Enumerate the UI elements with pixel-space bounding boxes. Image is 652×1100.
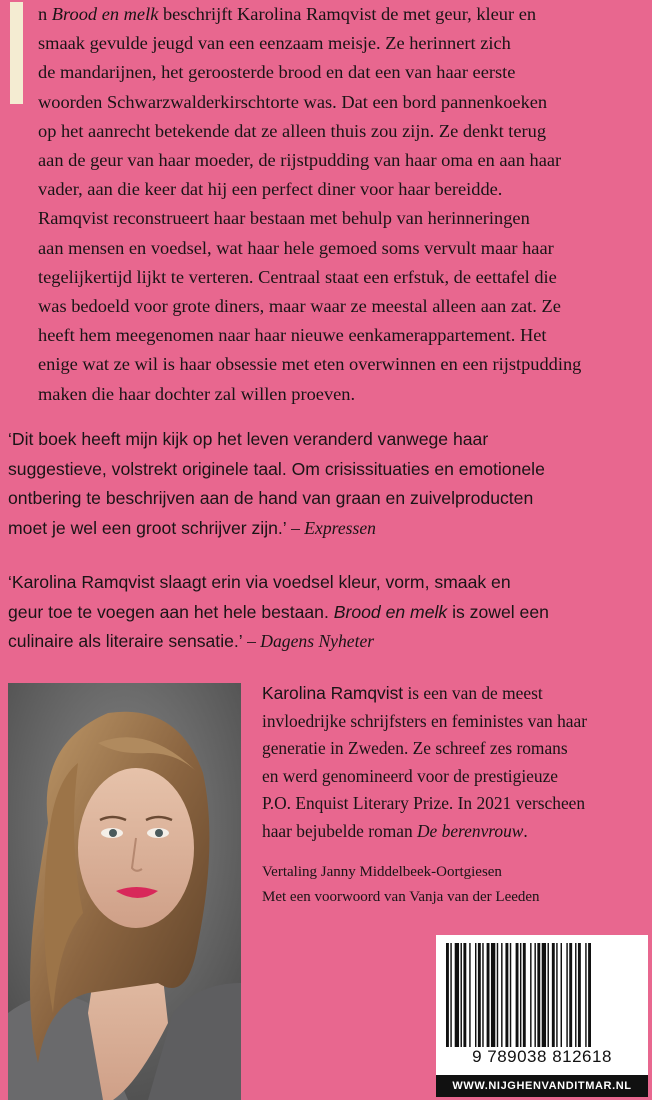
barcode-bar (505, 943, 508, 1047)
bio-line: haar bejubelde roman De berenvrouw. (262, 820, 528, 841)
barcode-bar (530, 943, 531, 1047)
intro-line: was bedoeld voor grote diners, maar waar ze meestal alleen aan zat. Ze (38, 296, 561, 317)
quote-source: – Dagens Nyheter (242, 631, 375, 651)
credits (262, 860, 647, 910)
author-photo (8, 683, 241, 1100)
intro-line: Ramqvist reconstrueert haar bestaan met behulp van herinneringen (38, 208, 530, 229)
drop-cap-letter-i (10, 2, 23, 104)
barcode-bar (548, 943, 549, 1047)
publisher-website: WWW.NIJGHENVANDITMAR.NL (436, 1075, 648, 1097)
barcode-bar (497, 943, 498, 1047)
barcode-bar (561, 943, 562, 1047)
barcode-bars (444, 943, 640, 1047)
intro-text (38, 0, 642, 409)
barcode-bar (523, 943, 526, 1047)
translator-credit: Vertaling Janny Middelbeek-Oortgiesen (262, 864, 502, 880)
bio-line: Karolina Ramqvist is een van de meest (262, 683, 543, 703)
barcode-bar (556, 943, 557, 1047)
isbn-barcode (436, 935, 648, 1075)
barcode-bar (588, 943, 591, 1047)
barcode-bar (482, 943, 483, 1047)
barcode-bar (510, 943, 511, 1047)
bio-line: generatie in Zweden. Ze schreef zes romans (262, 738, 568, 759)
barcode-bar (487, 943, 490, 1047)
barcode-bar (578, 943, 581, 1047)
barcode-bar (585, 943, 586, 1047)
intro-line: aan mensen en voedsel, wat haar hele gemoed soms vervult maar haar (38, 237, 554, 258)
barcode-bar (491, 943, 495, 1047)
quote-source: – Expressen (286, 517, 376, 538)
intro-line: heeft hem meegenomen naar haar nieuwe eenkamerappartement. Het (38, 325, 547, 346)
barcode-bar (501, 943, 502, 1047)
bio-line: P.O. Enquist Literary Prize. In 2021 verscheen (262, 793, 586, 814)
barcode-bar (455, 943, 459, 1047)
intro-line: aan de geur van haar moeder, de rijstpudding van haar oma en aan haar (38, 150, 562, 171)
barcode-bar (566, 943, 567, 1047)
barcode-bar (537, 943, 540, 1047)
barcode-bar (463, 943, 466, 1047)
author-bio (262, 680, 647, 846)
quote-line: culinaire als literaire sensatie.’ – Dagens Nyheter (8, 631, 375, 651)
bio-line: en werd genomineerd voor de prestigieuze (262, 765, 559, 786)
barcode-bar (450, 943, 451, 1047)
barcode-bar (446, 943, 449, 1047)
quote-line: suggestieve, volstrekt originele taal. Om crisissituaties en emotionele (8, 458, 545, 479)
intro-line: smaak gevulde jeugd van een eenzaam meisje. Ze herinnert zich (38, 33, 511, 54)
barcode-bar (542, 943, 546, 1047)
press-quote-expressen (8, 425, 648, 543)
intro-line: de mandarijnen, het geroosterde brood en dat een van haar eerste (38, 62, 516, 83)
intro-line: tegelijkertijd lijkt te verteren. Centraal staat een erfstuk, de eettafel die (38, 266, 557, 287)
quote-line: ‘Karolina Ramqvist slaagt erin via voedsel kleur, vorm, smaak en (8, 572, 511, 592)
bio-line: invloedrijke schrijfsters en feministes van haar (262, 710, 588, 731)
barcode-bar (475, 943, 476, 1047)
intro-line: n Brood en melk beschrijft Karolina Ramqvist de met geur, kleur en (38, 4, 537, 24)
barcode-bar (569, 943, 572, 1047)
intro-line: op het aanrecht betekende dat ze alleen thuis zou zijn. Ze denkt terug (38, 120, 547, 141)
intro-line: maken die haar dochter zal willen proeven. (38, 383, 356, 404)
quote-line: moet je wel een groot schrijver zijn.’ – Expressen (8, 517, 376, 538)
isbn-number: 9 789038 812618 (472, 1047, 612, 1066)
barcode-bar (478, 943, 481, 1047)
author-name: Karolina Ramqvist (262, 683, 404, 703)
foreword-credit: Met een voorwoord van Vanja van der Leeden (262, 889, 540, 905)
barcode-bar (516, 943, 519, 1047)
barcode-bar (575, 943, 576, 1047)
intro-line: woorden Schwarzwalderkirschtorte was. Dat een bord pannenkoeken (38, 91, 548, 112)
quote-line: geur toe te voegen aan het hele bestaan. Brood en melk is zowel een (8, 601, 549, 622)
quote-line: ‘Dit boek heeft mijn kijk op het leven veranderd vanwege haar (8, 429, 489, 449)
barcode-bar (520, 943, 521, 1047)
press-quote-dagens-nyheter (8, 568, 648, 657)
barcode-bar (552, 943, 555, 1047)
barcode-bar (534, 943, 535, 1047)
barcode-bar (469, 943, 470, 1047)
intro-line: enige wat ze wil is haar obsessie met eten overwinnen en een rijstpudding (38, 354, 582, 375)
barcode-bar (461, 943, 462, 1047)
intro-line: vader, aan die keer dat hij een perfect diner voor haar bereidde. (38, 179, 503, 200)
quote-line: ontbering te beschrijven aan de hand van graan en zuivelproducten (8, 488, 534, 508)
